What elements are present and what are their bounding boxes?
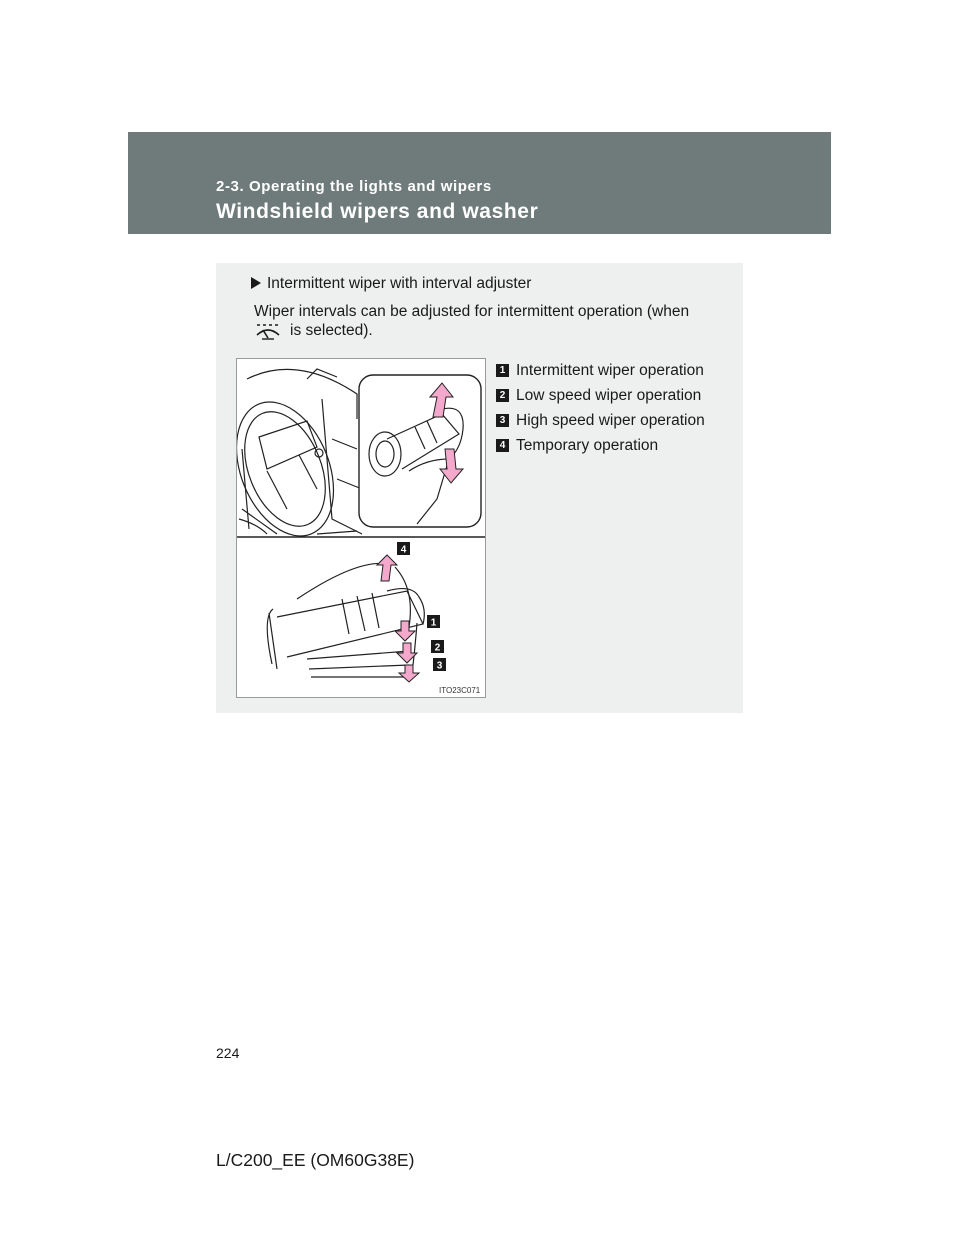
legend-list [496, 358, 705, 458]
lever-detail [267, 563, 424, 677]
svg-text:2: 2 [434, 642, 441, 654]
callout-2 [431, 640, 444, 654]
dashboard-scene [237, 369, 362, 550]
figure-code: ITO23C071 [439, 686, 481, 695]
legend-item [496, 383, 705, 408]
panel-description-text: is selected). [290, 322, 373, 339]
wiper-lever-illustration [236, 358, 486, 698]
high-speed-arrow-icon [399, 665, 419, 682]
section-title: 2-3. Operating the lights and wipers [216, 178, 492, 195]
page-title: Windshield wipers and washer [216, 200, 539, 223]
legend-text: High speed wiper operation [516, 411, 705, 429]
callout-4 [397, 542, 410, 556]
section-header [128, 132, 831, 234]
lever-diagram [237, 359, 485, 697]
legend-text: Temporary operation [516, 436, 659, 454]
legend-item [496, 408, 705, 433]
svg-text:4: 4 [400, 544, 407, 556]
callout-1 [427, 615, 440, 629]
legend-item [496, 433, 705, 458]
svg-text:3: 3 [436, 660, 443, 672]
panel-heading [251, 275, 531, 293]
legend-number: 4 [496, 439, 509, 452]
svg-text:1: 1 [430, 617, 437, 629]
legend-text: Low speed wiper operation [516, 386, 702, 404]
document-code: L/C200_EE (OM60G38E) [216, 1150, 415, 1170]
panel-description: Wiper intervals can be adjusted for intermittent operation (when [254, 303, 690, 320]
intermittent-wiper-icon [254, 321, 282, 341]
panel-description-continued [254, 321, 373, 341]
callout-3 [433, 658, 446, 672]
triangle-bullet-icon [251, 277, 261, 289]
intermittent-arrow-icon [395, 621, 415, 641]
panel-heading-text: Intermittent wiper with interval adjuster [267, 275, 532, 292]
legend-number: 3 [496, 414, 509, 427]
legend-text: Intermittent wiper operation [516, 361, 704, 379]
page-number: 224 [216, 1045, 240, 1061]
zoom-callout [359, 375, 481, 527]
legend-item [496, 358, 705, 383]
legend-number: 1 [496, 364, 509, 377]
temporary-arrow-icon [377, 555, 397, 581]
legend-number: 2 [496, 389, 509, 402]
